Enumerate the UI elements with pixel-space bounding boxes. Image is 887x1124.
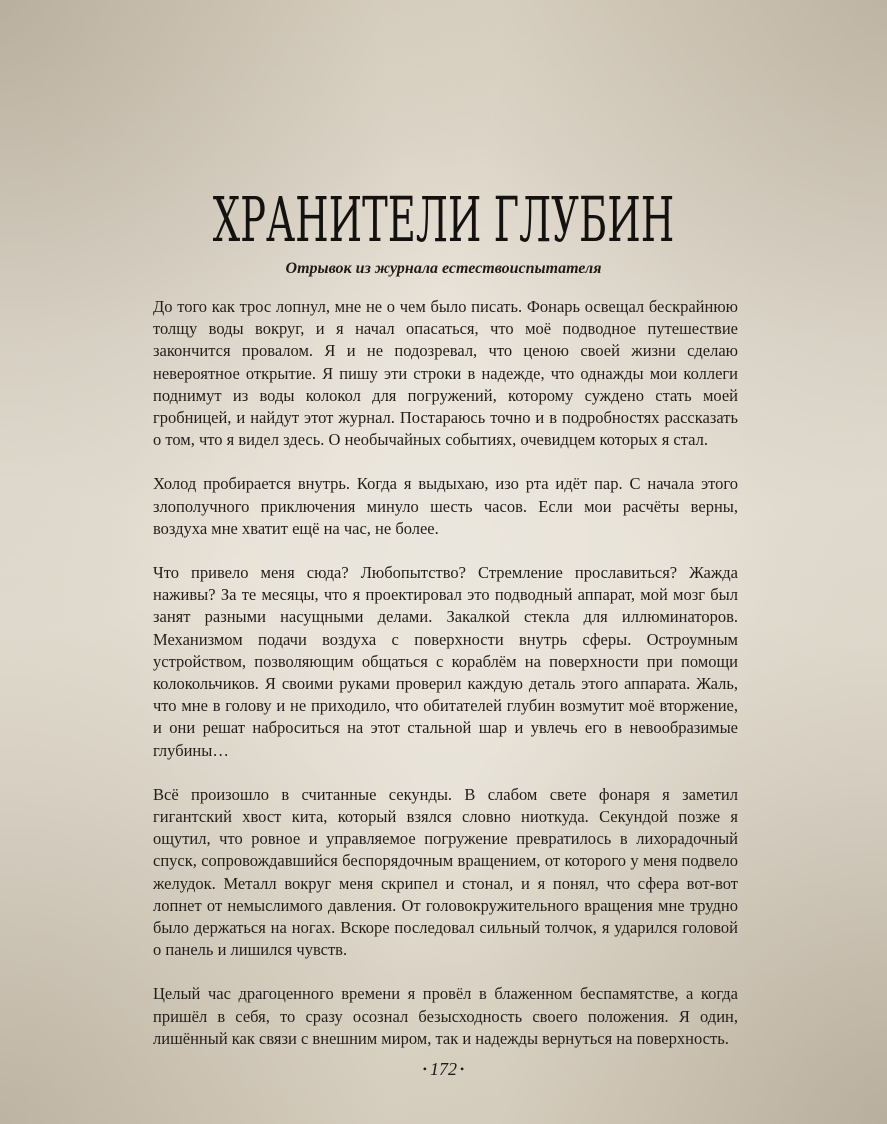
paragraph: Всё произошло в считанные секунды. В слабом свете фонаря я заметил гигантский хвост кита, который взялся словно ниоткуда. Секундой позже я ощутил, что ровное и управляемое погружение превратилось в лихорадочный спуск, сопровождавшийся беспорядочным вращением, от которого у меня подвело желудок. Металл вокруг меня скрипел и стонал, и я понял, что сфера вот-вот лопнет от немыслимого давления. От головокружительного вращения мне трудно было держаться на ногах. Вскоре последовал сильный толчок, я ударился головой о панель и лишился чувств. [153,784,738,960]
bullet-ornament-right: • [460,1062,465,1076]
paragraph: Целый час драгоценного времени я провёл в блаженном беспамятстве, а когда пришёл в себя, то сразу осознал безысходность своего положения. Я один, лишённый как связи с внешним миром, так и надежды вернуться на поверхность. [153,984,738,1048]
page-subtitle: Отрывок из журнала естествоиспытателя [285,260,602,277]
page-title: ХРАНИТЕЛИ ГЛУБИН [212,183,675,256]
page-number: 172 [430,1059,457,1079]
page-number-footer [0,1058,887,1080]
body-text [153,296,738,1072]
paragraph: Холод пробирается внутрь. Когда я выдыхаю, изо рта идёт пар. С начала этого злополучного приключения минуло шесть часов. Если мои расчёты верны, воздуха мне хватит ещё на час, не более. [153,474,738,538]
paragraph: Что привело меня сюда? Любопытство? Стремление прославиться? Жажда наживы? За те месяцы, что я проектировал это подводный аппарат, мой мозг был занят разными насущными делами. Закалкой стекла для иллюминаторов. Механизмом подачи воздуха с поверхности внутрь сферы. Остроумным устройством, позволяющим общаться с кораблём на поверхности при помощи колокольчиков. Я своими руками проверил каждую деталь этого аппарата. Жаль, что мне в голову и не приходило, что обитателей глубин возмутит моё вторжение, и они решат наброситься на этот стальной шар и увлечь его в невообразимые глубины… [153,563,738,760]
bullet-ornament-left: • [422,1062,427,1076]
paragraph: До того как трос лопнул, мне не о чем было писать. Фонарь освещал бескрайнюю толщу воды вокруг, и я начал опасаться, что моё подводное путешествие закончится провалом. Я и не подозревал, что ценою своей жизни сделаю невероятное открытие. Я пишу эти строки в надежде, что однажды мои коллеги поднимут из воды колокол для погружений, которому суждено стать моей гробницей, и найдут этот журнал. Постараюсь точно и в подробностях рассказать о том, что я видел здесь. О необычайных событиях, очевидцем которых я стал. [153,297,738,450]
